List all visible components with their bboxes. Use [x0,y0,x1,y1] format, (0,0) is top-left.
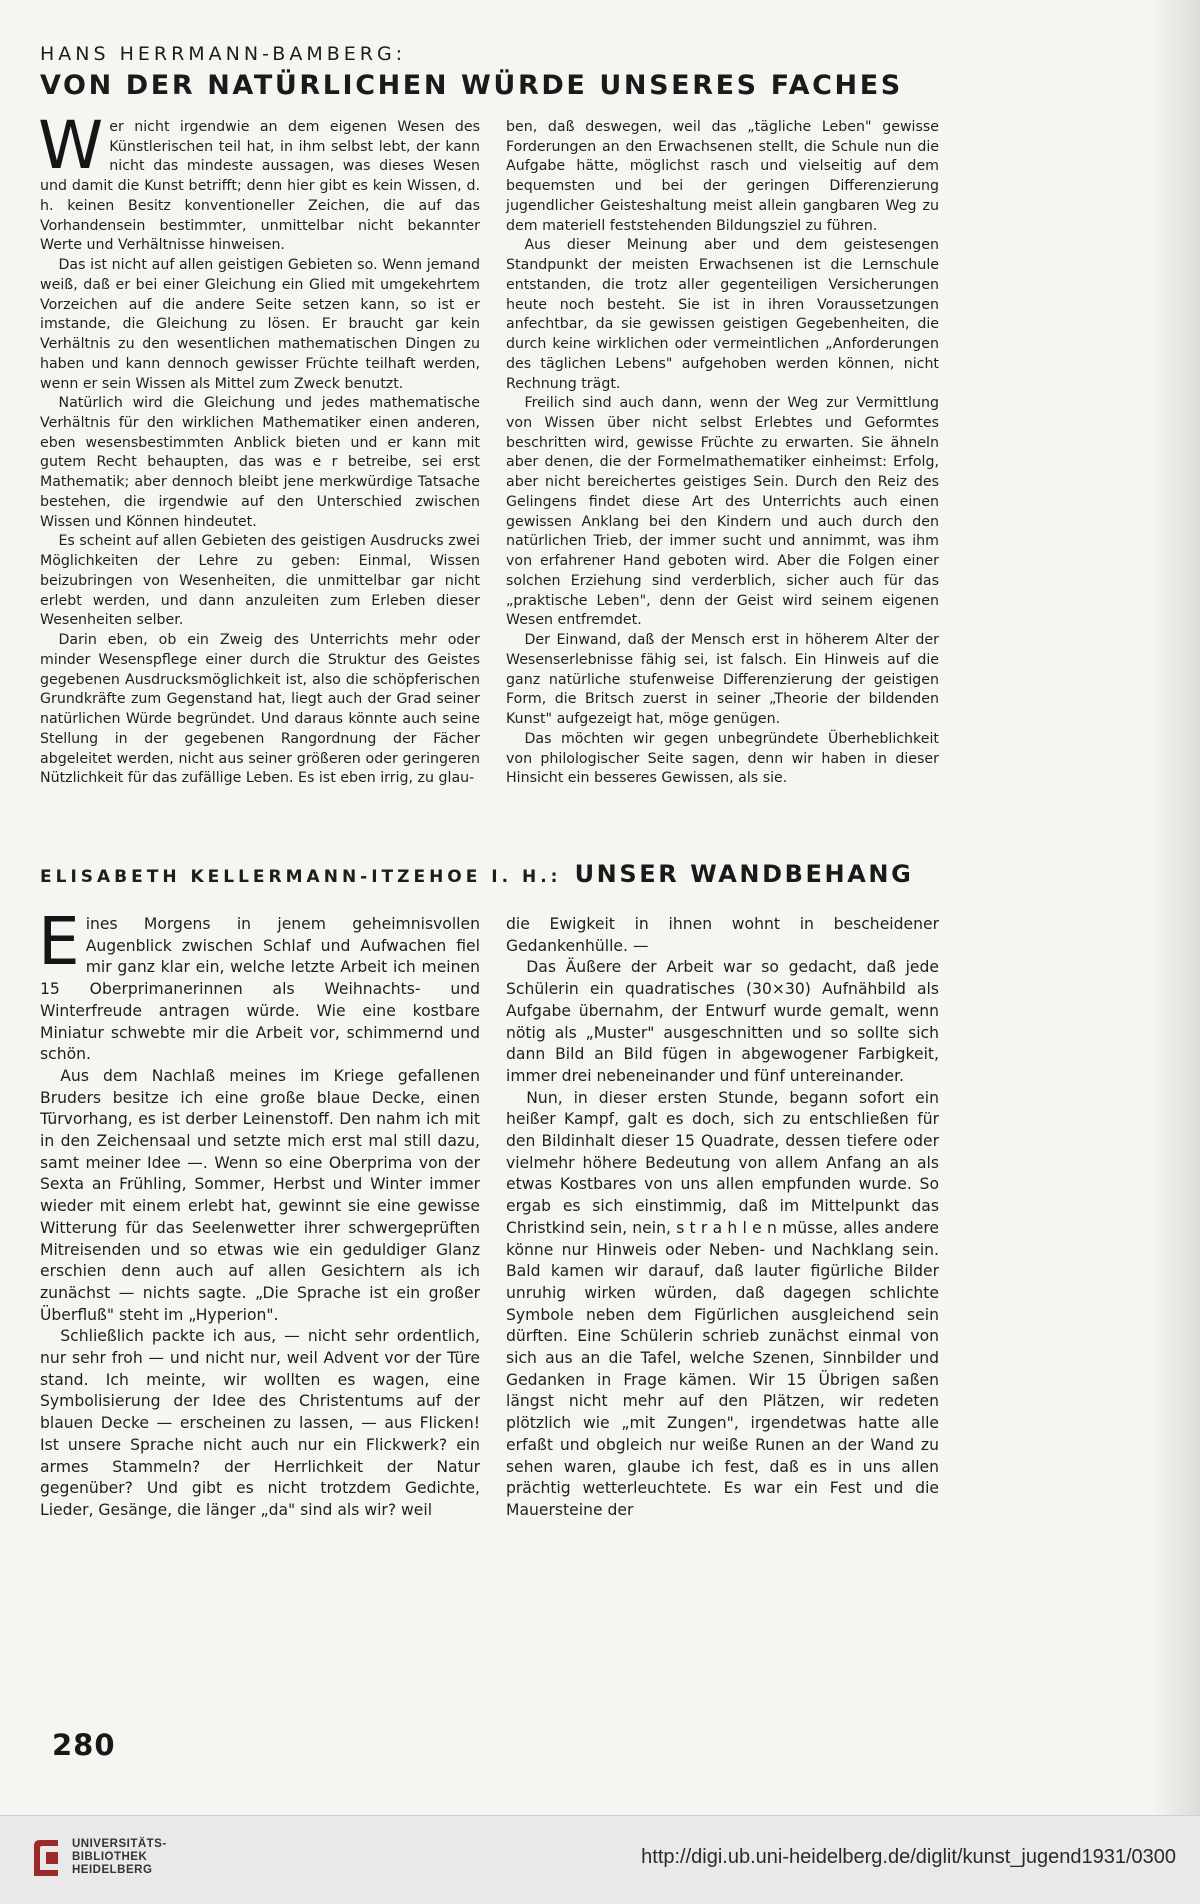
footer-bar [0,1815,1200,1904]
article1-dropcap: W [38,107,104,184]
article1-author: HANS HERRMANN-BAMBERG: [40,43,407,65]
library-name-line: HEIDELBERG [72,1864,153,1876]
article2-heading [40,860,913,888]
article2-author: ELISABETH KELLERMANN-ITZEHOE I. H.: [40,867,562,887]
paragraph: Aus dieser Meinung aber und dem geistesengen Standpunkt der meisten Erwachsenen ist die Lernschule entstanden, die trotz aller gegenteiligen Versicherungen heute noch besteht. Sie ist in ihren Voraussetzungen anfechtbar, da sie gewissen geistigen Gegebenheiten, die durch keine wirklichen oder vermeintlichen „Anforderungen des täglichen Lebens" aufgehoben werden können, nicht Rechnung trägt. [506,237,939,392]
paragraph: Nun, in dieser ersten Stunde, begann sofort ein heißer Kampf, galt es doch, sich zu entschließen für den Bildinhalt dieser 15 Quadrate, dessen tiefere oder vielmehr höhere Bedeutung von allem Anfang an als etwas Kostbares von uns allen empfunden wurde. So ergab es sich einstimmig, daß im Mittelpunkt das Christkind sein, nein, s t r a h l e n müsse, alles andere könne nur Hinweis oder Neben- und Nachklang sein. Bald kamen wir darauf, daß lauter figürliche Bilder unruhig wirken würden, daß dagegen schlichte Symbole neben dem Figürlichen ausgleichend sein dürften. Eine Schülerin schrieb zunächst einmal von sich aus an die Tafel, welche Szenen, Sinnbilder und Gedanken in Frage kämen. Wir 15 Übrigen saßen längst nicht mehr auf den Plätzen, wir redeten plötzlich wie „mit Zungen", irgendetwas hatte alle erfaßt und obgleich nur weiße Runen an der Wand zu sehen waren, glaube ich fest, daß es in uns allen prächtig wetterleuchtete. Es war ein Fest und die Mauersteine der [506,1088,939,1519]
page-number: 280 [52,1728,116,1762]
paragraph: die Ewigkeit in ihnen wohnt in bescheidener Gedankenhülle. — [506,915,939,955]
paragraph: Freilich sind auch dann, wenn der Weg zur Vermittlung von Wissen über nicht selbst Erlebtes und Geformtes beschritten wird, gewisse Früchte zu erwarten. Sie ähneln aber denen, die der Formelmathematiker einheimst: Erfolg, aber nicht bereichertes geistiges Sein. Durch den Reiz des Gelingens findet diese Art des Unterrichts auch einen gewissen Anklang bei den Kindern und auch durch den natürlichen Trieb, der immer sucht und annimmt, was ihm von erfahrener Hand geboten wird. Aber die Folgen einer solchen Erziehung sind verderblich, sicher auch für das „praktische Leben", denn der Geist wird seinem eigenen Wesen entfremdet. [506,395,939,629]
library-logo-icon [30,1836,64,1880]
article2-left-column [38,903,480,1522]
article2-dropcap: E [38,903,80,980]
paragraph: Schließlich packte ich aus, — nicht sehr ordentlich, nur sehr froh — und nicht nur, weil Advent vor der Türe stand. Ich meinte, wir wollten es wagen, eine Symbolisierung der Idee des Christentums auf der blauen Decke — erscheinen zu lassen, — aus Flicken! Ist unsere Sprache nicht auch nur ein Flickwerk? ein armes Stammeln? der Herrlichkeit der Natur gegenüber? Und gibt es nicht trotzdem Gedichte, Lieder, Gesänge, die länger „da" sind als wir? weil [40,1327,480,1519]
paragraph: Natürlich wird die Gleichung und jedes mathematische Verhältnis für den wirklichen Mathematiker einen anderen, eben wesensbestimmten Anblick bieten und er kann mit gutem Recht behaupten, das was e r betreibe, sei erst Mathematik; aber dennoch bleibt jene merkwürdige Tatsache bestehen, die irgendwie auf den Unterschied zwischen Wissen und Können hindeutet. [40,395,480,530]
paragraph: ines Morgens in jenem geheimnisvollen Augenblick zwischen Schlaf und Aufwachen fiel mir ganz klar ein, welche letzte Arbeit ich meinen 15 Oberprimanerinnen als Weihnachts- und Winterfreude antragen würde. Wie eine kostbare Miniatur schwebte mir die Arbeit vor, schimmernd und schön. [40,915,480,1064]
paragraph: er nicht irgendwie an dem eigenen Wesen des Künstlerischen teil hat, in ihm selbst lebt, der kann nicht das mindeste aussagen, was dieses Wesen und damit die Kunst betrifft; denn hier gibt es kein Wissen, d. h. keinen Besitz konventioneller Zeichen, die auf das Vorhandensein bestimmter, unmittelbar nicht bekannter Werte und Verhältnisse hinweisen. [40,119,480,254]
library-name[interactable] [72,1838,167,1877]
library-name-line: BIBLIOTHEK [72,1851,148,1863]
paragraph: Der Einwand, daß der Mensch erst in höherem Alter der Wesenserlebnisse fähig sei, ist falsch. Ein Hinweis auf die ganz natürliche stufenweise Differenzierung der geistigen Form, die Britsch zuerst in seiner „Theorie der bildenden Kunst" aufgezeigt hat, möge genügen. [506,632,939,728]
paragraph: Das möchten wir gegen unbegründete Überheblichkeit von philologischer Seite sagen, denn wir haben in dieser Hinsicht ein besseres Gewissen, als sie. [506,730,939,787]
scan-edge-shadow [1152,0,1200,1815]
paragraph: Es scheint auf allen Gebieten des geistigen Ausdrucks zwei Möglichkeiten der Lehre zu geben: Einmal, Wissen beizubringen von Wesenheiten, die unmittelbar gar nicht erlebt werden, und dann anzuleiten zum Erleben dieser Wesenheiten selber. [40,533,480,629]
paragraph: Darin eben, ob ein Zweig des Unterrichts mehr oder minder Wesenspflege einer durch die Struktur des Geistes gegebenen Ausdrucksmöglichkeit ist, also die schöpferischen Grundkräfte zum Gegenstand hat, liegt auch der Grad seiner natürlichen Würde begründet. Und daraus könnte auch seine Stellung in der gegebenen Rangordnung der Fächer abgeleitet werden, nicht aus seiner größeren oder geringeren Nützlichkeit für das zufällige Leben. Es ist eben irrig, zu glau- [40,632,480,787]
paragraph: Das ist nicht auf allen geistigen Gebieten so. Wenn jemand weiß, daß er bei einer Gleichung ein Glied mit umgekehrtem Vorzeichen auf die andere Seite setzen kann, so ist er imstande, die Gleichung zu lösen. Er braucht gar kein Verhältnis zu den wesentlichen mathematischen Dingen zu haben und kann dennoch gewisser Früchte teilhaft werden, wenn er sein Wissen als Mittel zum Zweck benutzt. [40,257,480,392]
source-url-link[interactable]: http://digi.ub.uni-heidelberg.de/diglit/kunst_jugend1931/0300 [641,1846,1176,1868]
article1-right-column [506,118,939,789]
article1-title: VON DER NATÜRLICHEN WÜRDE UNSERES FACHES [40,70,903,101]
library-name-line: UNIVERSITÄTS- [72,1838,167,1850]
paragraph: Aus dem Nachlaß meines im Kriege gefallenen Bruders besitze ich eine große blaue Decke, einen Türvorhang, es ist derber Leinenstoff. Den nahm ich mit in den Zeichensaal und setzte mich erst mal still dazu, samt meiner Idee —. Wenn so eine Oberprima von der Sexta an Frühling, Sommer, Herbst und Winter immer wieder mit einem erlebt hat, gewinnt sie eine gewisse Witterung für das Seelenwetter ihrer schwergeprüften Mitreisenden und so etwas wie ein geduldiger Glanz erschien denn auch auf allen Gesichtern als ich zunächst — nichts sagte. „Die Sprache ist ein großer Überfluß" steht im „Hyperion". [40,1066,480,1324]
paragraph: ben, daß deswegen, weil das „tägliche Leben" gewisse Forderungen an den Erwachsenen stellt, die Schule nun die Aufgabe hätte, möglichst rasch und vielseitig auf dem bequemsten und bei der geringen Differenzierung jugendlicher Geisteshaltung meist allein gangbaren Weg zu dem materiell feststehenden Bildungsziel zu führen. [506,119,939,234]
article2-title: UNSER WANDBEHANG [574,860,914,888]
paragraph: Das Äußere der Arbeit war so gedacht, daß jede Schülerin ein quadratisches (30×30) Aufnähbild als Aufgabe übernahm, der Entwurf wurde gemalt, wenn nötig als „Muster" ausgeschnitten und so sollte sich dann Bild an Bild fügen in abgewogener Farbigkeit, immer drei nebeneinander und fünf untereinander. [506,958,939,1085]
article1-left-column [38,107,480,789]
article2-right-column [506,914,939,1522]
